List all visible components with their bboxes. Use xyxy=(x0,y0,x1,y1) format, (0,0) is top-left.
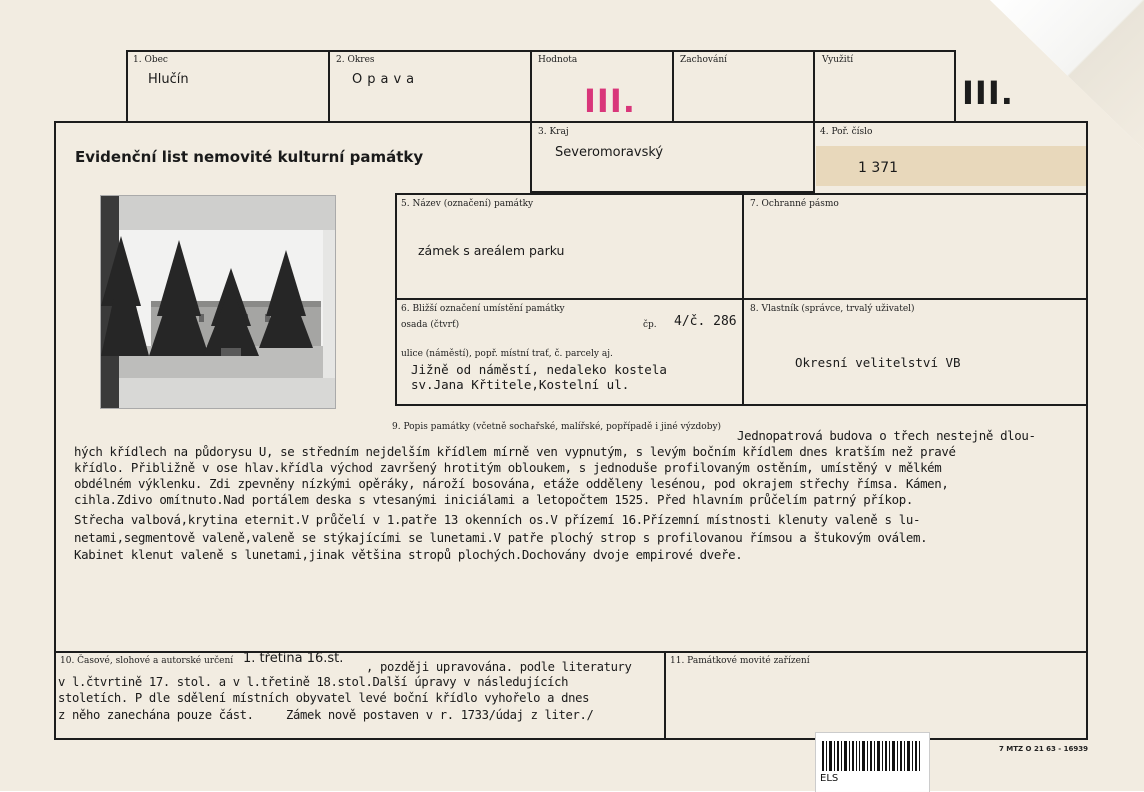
hodnota-label: Hodnota xyxy=(538,55,578,65)
poradove-cislo-value: 1 371 xyxy=(858,160,899,176)
zachovani-label: Zachování xyxy=(680,55,727,65)
obec-value: Hlučín xyxy=(148,72,189,87)
vyuziti-label: Využití xyxy=(822,55,854,65)
number-highlight xyxy=(816,146,1088,186)
vlastnik-value: Okresní velitelství VB xyxy=(795,355,961,370)
obec-label: 1. Obec xyxy=(133,55,168,65)
urceni-line: v l.čtvrtině 17. stol. a v l.třetině 18.stol.Další úpravy v následujících xyxy=(58,675,569,689)
popis-line: netami,segmentově valeně,valeně se stýkajícími se lunetami.V patře plochý strop s profilovanou římsou a štukovým oválem. xyxy=(74,530,928,545)
nazev-value: zámek s areálem parku xyxy=(418,243,565,258)
urceni-line: stoletích. P dle sdělení místních obyvatel levé boční křídlo vyhořelo a dnes xyxy=(58,691,590,705)
urceni-last-cont: Zámek nově postaven v r. 1733/údaj z liter./ xyxy=(286,708,594,722)
kraj-label: 3. Kraj xyxy=(538,127,569,137)
urceni-label: 10. Časové, slohové a autorské určení xyxy=(60,656,234,666)
grade-mark: III. xyxy=(962,74,1014,112)
ulice-line-2: sv.Jana Křtitele,Kostelní ul. xyxy=(411,377,630,392)
vlastnik-label: 8. Vlastník (správce, trvalý uživatel) xyxy=(750,304,915,314)
popis-first-line: Jednopatrová budova o třech nestejně dlou- xyxy=(737,428,1036,443)
nazev-label: 5. Název (označení) památky xyxy=(401,199,534,209)
popis-line: cihla.Zdivo omítnuto.Nad portálem deska s vtesanými iniciálami a letopočtem 1525. Před hlavním průčelím patrný příkop. xyxy=(74,492,913,507)
cp-value: 4/č. 286 xyxy=(674,314,737,329)
poradove-cislo-label: 4. Poř. číslo xyxy=(820,127,873,137)
urceni-line: z něho zanechána pouze část. xyxy=(58,708,254,722)
popis-label: 9. Popis památky (včetně sochařské, malířské, popřípadě i jiné výzdoby) xyxy=(392,422,722,432)
popis-line: Kabinet klenut valeně s lunetami,jinak většina stropů plochých.Dochovány dvoje empirové dveře. xyxy=(74,547,743,562)
form-title: Evidenční list nemovité kulturní památky xyxy=(75,148,424,166)
building-photo xyxy=(101,196,335,408)
okres-label: 2. Okres xyxy=(336,55,375,65)
hodnota-value: III. xyxy=(584,82,636,120)
popis-line: hých křídlech na půdorysu U, se středním nejdelším křídlem mírně ven vypnutým, s levým bočním křídlem dnes kratším než pravé xyxy=(74,444,956,459)
ochranne-pasmo-label: 7. Ochranné pásmo xyxy=(750,199,839,209)
chateau-park-photo xyxy=(101,196,335,408)
kraj-value: Severomoravský xyxy=(555,145,664,160)
barcode-icon xyxy=(816,737,929,775)
umisteni-label: 6. Bližší označení umístění památky xyxy=(401,304,565,314)
barcode-text: ELS xyxy=(820,773,839,784)
ulice-label: ulice (náměstí), popř. místní trať, č. parcely aj. xyxy=(401,349,613,359)
barcode-label xyxy=(815,732,930,792)
zarizeni-label: 11. Památkové movité zařízení xyxy=(670,656,810,666)
popis-line: křídlo. Přibližně v ose hlav.křídla východ završený hrotitým obloukem, s jednoduše profilovaným ostěním, umístěný v mělkém xyxy=(74,460,942,475)
popis-line: Střecha valbová,krytina eternit.V průčelí v 1.patře 13 okenních os.V přízemí 16.Přízemní místnosti klenuty valeně s lu- xyxy=(74,512,921,527)
ulice-line-1: Jižně od náměstí, nedaleko kostela xyxy=(411,362,667,377)
urceni-first: 1. třetina 16.st. xyxy=(243,651,344,666)
popis-line: obdélném výklenku. Zdi zpevněny nízkými opěráky, nároží bosována, etáže odděleny lesénou, pod okrajem střechy římsa. Kámen, xyxy=(74,476,949,491)
print-code: 7 MTZ O 21 63 - 16939 xyxy=(999,745,1089,753)
osada-label: osada (čtvrť) xyxy=(401,320,460,330)
okres-value: Opava xyxy=(352,72,420,87)
cp-label: čp. xyxy=(643,320,657,330)
urceni-first-cont: , později upravována. podle literatury xyxy=(366,660,632,674)
